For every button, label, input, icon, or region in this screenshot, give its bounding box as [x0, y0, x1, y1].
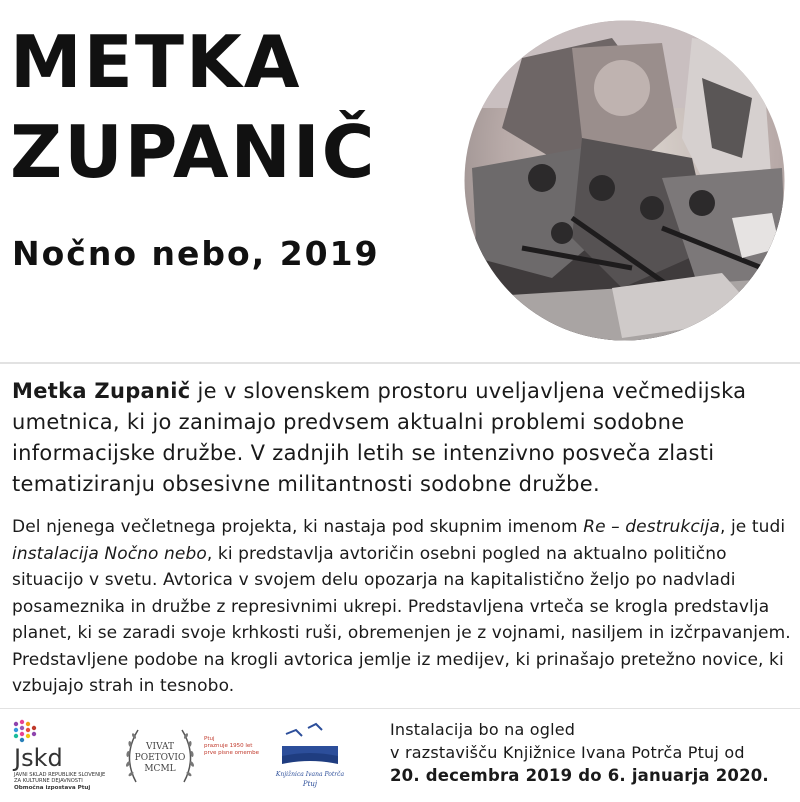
installation-name: instalacija Nočno nebo — [12, 543, 207, 564]
jskd-line-2: ZA KULTURNE DEJAVNOSTI — [14, 778, 83, 784]
vivat-line-1: VIVAT — [146, 742, 174, 752]
event-line-1: Instalacija bo na ogled — [390, 720, 576, 739]
jskd-wordmark: Jskd — [14, 744, 63, 772]
description-paragraph — [12, 514, 792, 700]
footer-divider — [0, 708, 800, 709]
artist-name-first: METKA — [10, 20, 302, 104]
open-book-icon — [272, 716, 348, 798]
jskd-line-1: JAVNI SKLAD REPUBLIKE SLOVENIJE — [14, 772, 106, 778]
vivat-line-3: MCML — [144, 764, 176, 774]
vivat-note-1: Ptuj — [204, 736, 215, 742]
artist-name-last: ZUPANIČ — [10, 110, 377, 194]
section-divider — [0, 362, 800, 364]
vivat-line-2: POETOVIO — [134, 753, 186, 763]
library-city: Ptuj — [302, 780, 318, 788]
vivat-note-2: praznuje 1950 let — [204, 743, 253, 749]
vivat-poetovio-logo — [118, 716, 268, 798]
library-logo — [272, 716, 348, 798]
event-info — [390, 718, 795, 787]
vivat-note-3: prve pisne omembe — [204, 750, 259, 756]
description-text-2: , je tudi — [719, 517, 786, 537]
artwork-title: Nočno nebo, 2019 — [12, 234, 380, 273]
event-dates: 20. decembra 2019 do 6. januarja 2020. — [390, 766, 769, 785]
description-text-3: , ki predstavlja avtoričin osebni pogled na aktualno politično situacijo v svetu. Avtorica v svojem delu opozarja na kapitalistično željo po nadvladi posameznika in družbe z represivnimi ukrepi. Predstavljena vrteča se krogla predstavlja planet, ki se zaradi svoje krhkosti ruši, obremenjen je z vojnami, nasiljem in izčrpavanjem. Predstavljene podobe na krogli avtorica jemlje iz medijev, ki prinašajo pretežno novice, ki vzbujajo strah in tesnobo. — [12, 543, 791, 696]
jskd-dots-icon — [12, 718, 108, 796]
jskd-logo — [12, 718, 108, 796]
artist-name-bold: Metka Zupanič — [12, 379, 191, 403]
description-text-1: Del njenega večletnega projekta, ki nastaja pod skupnim imenom — [12, 517, 584, 537]
event-line-2: v razstavišču Knjižnice Ivana Potrča Ptuj od — [390, 743, 745, 762]
header-section — [0, 0, 800, 362]
library-name: Knjižnica Ivana Potrča — [275, 771, 345, 778]
intro-paragraph — [12, 376, 792, 500]
intro-text: je v slovenskem prostoru uveljavljena večmedijska umetnica, ki jo zanimajo predvsem aktualni problemi sodobne informacijske družbe. V zadnjih letih se intenzivno posveča zlasti tematiziranju obsesivne militantnosti sodobne družbe. — [12, 379, 747, 496]
artwork-image — [462, 18, 787, 343]
jskd-line-3: Območna izpostava Ptuj — [14, 785, 91, 791]
laurel-wreath-icon — [118, 716, 268, 798]
project-name: Re – destrukcija — [583, 517, 720, 537]
